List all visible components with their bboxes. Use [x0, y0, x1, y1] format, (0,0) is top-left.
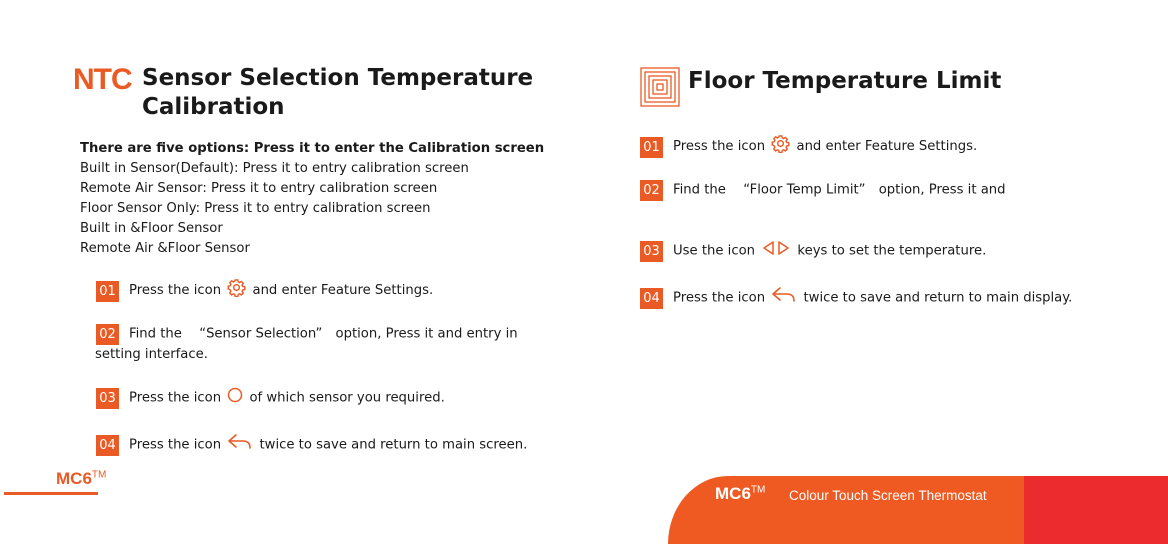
step-text: Use the icon — [673, 243, 756, 259]
footer-rule — [4, 492, 98, 495]
step-text: and enter Feature Settings. — [796, 139, 978, 154]
option-item: Remote Air &Floor Sensor — [80, 241, 250, 256]
intro-block — [80, 139, 544, 259]
step-text: Press the icon — [673, 290, 766, 306]
step-text: keys to set the temperature. — [797, 243, 987, 259]
left-step-02 — [96, 324, 518, 346]
footer-brand-left: MC6™ — [56, 469, 107, 488]
left-step-01 — [96, 278, 433, 304]
step-badge: 04 — [640, 288, 663, 309]
step-text: Press the icon — [129, 283, 222, 298]
right-step-02 — [640, 180, 1006, 202]
step-badge: 02 — [96, 324, 119, 345]
left-step-02-continued: setting interface. — [95, 347, 208, 362]
floor-heating-icon — [640, 67, 680, 107]
step-text: twice to save and return to main screen. — [259, 437, 528, 453]
step-text: of which sensor you required. — [249, 390, 445, 406]
step-badge: 01 — [640, 137, 663, 158]
step-text: Press the icon — [129, 437, 222, 453]
left-right-arrows-icon — [761, 240, 791, 263]
step-text: Press the icon — [673, 139, 766, 154]
back-arrow-icon — [227, 433, 253, 458]
step-badge: 04 — [96, 435, 119, 456]
gear-icon — [227, 278, 246, 304]
option-item: Floor Sensor Only: Press it to entry calibration screen — [80, 201, 431, 216]
step-text: Find the “Floor Temp Limit” option, Press it and — [673, 182, 1006, 198]
gear-icon — [771, 134, 790, 160]
footer-brand-right: MC6™ — [715, 484, 766, 503]
intro-heading: There are five options: Press it to enter the Calibration screen — [80, 141, 545, 156]
step-text: Find the “Sensor Selection” option, Press it and entry in — [129, 326, 518, 342]
page-title-floor-limit: Floor Temperature Limit — [688, 68, 1002, 94]
step-badge: 03 — [640, 241, 663, 262]
back-arrow-icon — [771, 286, 797, 311]
step-text: and enter Feature Settings. — [252, 283, 434, 298]
option-item: Built in Sensor(Default): Press it to entry calibration screen — [80, 161, 469, 176]
step-badge: 01 — [96, 281, 119, 302]
step-text: twice to save and return to main display. — [803, 290, 1073, 306]
right-step-03 — [640, 240, 986, 263]
left-step-04 — [96, 433, 527, 458]
ntc-label: NTC — [73, 63, 132, 96]
step-badge: 02 — [640, 180, 663, 201]
option-item: Built in &Floor Sensor — [80, 221, 223, 236]
step-text: Press the icon — [129, 390, 222, 406]
right-step-04 — [640, 286, 1072, 311]
circle-icon — [227, 387, 243, 410]
step-badge: 03 — [96, 388, 119, 409]
page-title-sensor-selection: Sensor Selection Temperature Calibration — [142, 65, 534, 120]
left-step-03 — [96, 387, 445, 410]
footer-band-red — [1024, 476, 1168, 544]
right-step-01 — [640, 134, 977, 160]
option-item: Remote Air Sensor: Press it to entry calibration screen — [80, 181, 438, 196]
footer-tagline: Colour Touch Screen Thermostat — [789, 488, 987, 503]
